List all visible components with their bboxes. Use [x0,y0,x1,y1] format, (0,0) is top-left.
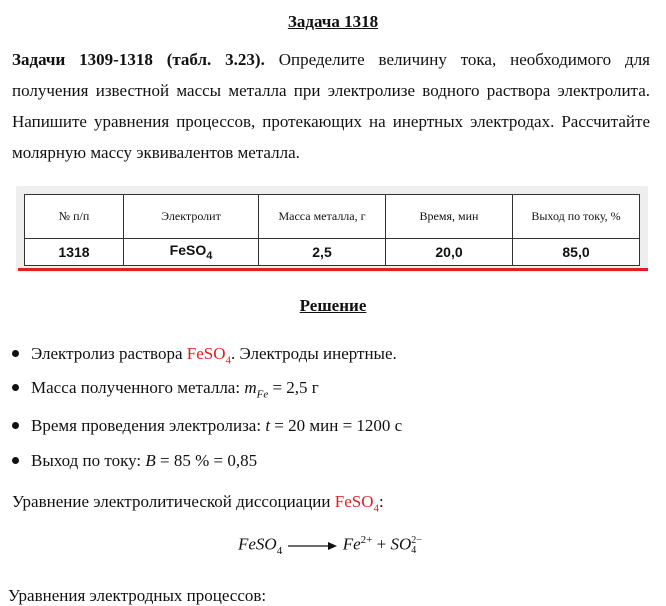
table-frame [16,186,648,272]
formula-feso4: FeSO$_4$ [186,344,231,367]
data-table [24,194,640,266]
arrow-right-icon [286,540,338,552]
list-item: Выход по току: B = 85 % = 0,85 [12,451,257,471]
list-item: Электролиз раствора FeSO$_4$. Электроды инертные. [12,344,397,366]
task-text: Определите величину тока, необходимого для получения известной массы металла при электролизе водного раствора электролита. Напишите уравнения процессов, протекающих на инертных электродах. Рассчитайте молярную массу эквивалентов металла. [12,50,650,162]
table-header-row [25,195,640,239]
cell-time: 20,0 [386,238,513,265]
cell-mass: 2,5 [259,238,386,265]
page-title: Задача 1318 [287,12,379,31]
bullet-icon [12,422,19,429]
list-item: Время проведения электролиза: t = 20 мин = 1200 с [12,416,402,436]
header-yield: Выход по току, % [513,195,640,239]
electrode-heading: Уравнения электродных процессов: [8,586,267,605]
bullet-icon [12,457,19,464]
header-mass: Масса металла, г [259,195,386,239]
header-electrolyte: Электролит [124,195,259,239]
header-time: Время, мин [386,195,513,239]
dissociation-heading: Уравнение электролитической диссоциации FeSO$_4$: [12,492,384,515]
bullet-icon [12,350,19,357]
red-underline [18,268,648,271]
task-heading: Задачи 1309-1318 (табл. 3.23). [12,50,265,69]
dissociation-equation: FeSO$_4$ $Fe^{2+}$ + SO 2− 4 [238,534,422,558]
cell-number: 1318 [25,238,124,265]
cell-electrolyte: FeSO$_4$ [124,238,259,265]
header-number: № п/п [25,195,124,239]
table-row [25,238,640,265]
task-statement [12,44,650,168]
solution-title: Решение [299,296,367,315]
bullet-icon [12,384,19,391]
cell-yield: 85,0 [513,238,640,265]
list-item: Масса полученного металла: $m_{Fe} = 2,5$ г [12,378,319,400]
